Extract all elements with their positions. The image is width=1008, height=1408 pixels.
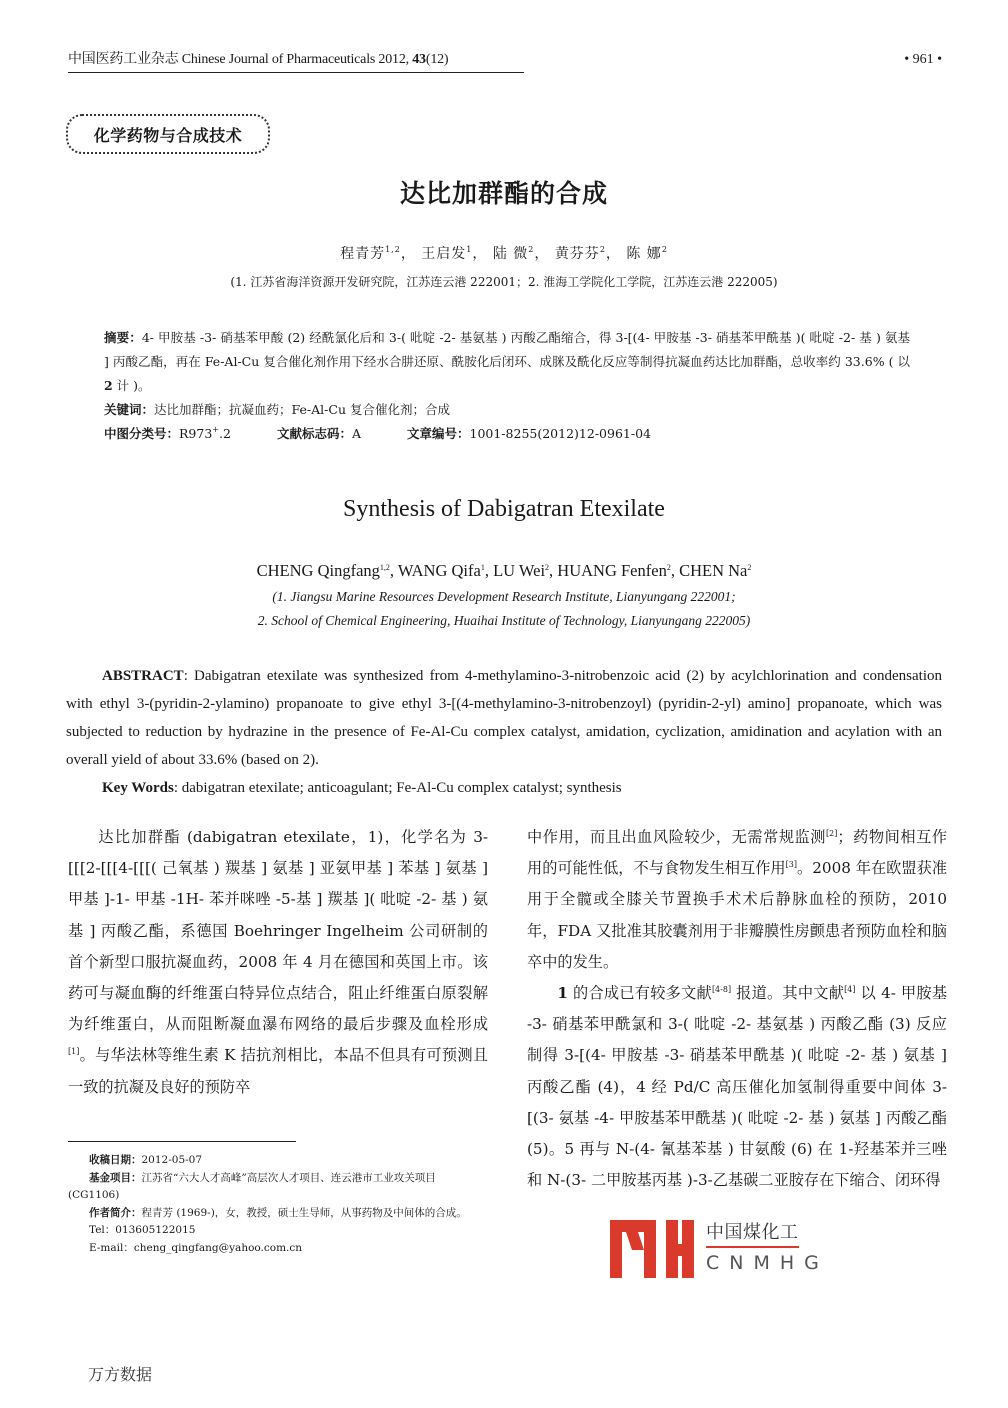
- journal-name-cn: 中国医药工业杂志: [68, 52, 179, 67]
- article-title-cn: 达比加群酯的合成: [399, 179, 608, 208]
- author-bio: 作者简介：程青芳 (1969-)，女，教授，硕士生导师，从事药物及中间体的合成。: [89, 1206, 467, 1219]
- abstract-cn: [104, 326, 910, 446]
- abstract-en: [66, 662, 942, 802]
- author-en: LU Wei$^2$: [493, 561, 550, 580]
- body-paragraph: 达比加群酯 (dabigatran etexilate，1)，化学名为 3-[[[2-[[[4-[[[( 己氧基 ) 羰基 ] 氨基 ] 亚氨甲基 ] 苯基 ] 氨基 ] 甲基 ]-1- 甲基 -1H- 苯并咪唑 -5-基 ] 羰基 ]( 吡啶 -2- 基 ) 氨基 ] 丙酸乙酯，系德国 Boehringer Ingelheim 公司研制的首个新型口服抗凝血药，2008 年 4 月在德国和英国上市。该药可与凝血酶的纤维蛋白特异位点结合，阻止纤维蛋白原裂解为纤维蛋白，从而阻断凝血瀑布网络的最后步骤及血栓形成[1]。与华法林等维生素 K 拮抗剂相比，本品不但具有可预测且一致的抗凝及良好的预防卒: [68, 828, 488, 1096]
- footnotes: [68, 1152, 488, 1257]
- article-title-en: Synthesis of Dabigatran Etexilate: [343, 496, 665, 522]
- author-cn: 黄芬芬$^2$: [554, 245, 606, 262]
- citation[interactable]: [1]: [68, 1047, 80, 1057]
- abstract-cn-body: 摘要：4- 甲胺基 -3- 硝基苯甲酸 (2) 经酰氯化后和 3-( 吡啶 -2- 基氨基 ) 丙酸乙酯缩合，得 3-[(4- 甲胺基 -3- 硝基苯甲酰基 )( 吡啶 -2- 基 ) 氨基 ] 丙酸乙酯，再在 Fe-Al-Cu 复合催化剂作用下经水合肼还原、酰胺化后闭环、成脒及酰化反应等制得抗凝血药达比加群酯，总收率约 33.6% ( 以 2 计 )。: [104, 330, 910, 393]
- fund-project: 基金项目：江苏省“六大人才高峰”高层次人才项目、连云港市工业攻关项目 (CG1106): [68, 1171, 436, 1201]
- watermark-logo: [610, 1220, 829, 1278]
- citation[interactable]: [2]: [826, 829, 838, 838]
- body-column-left: [68, 822, 488, 1103]
- section-badge: [66, 114, 270, 154]
- journal-issue: (12): [425, 52, 449, 67]
- authors-cn: 程青芳$^{1,2}$， 王启发$^1$， 陆 微$^2$， 黄芬芬$^2$， 陈 娜$^2$: [340, 245, 668, 262]
- citation[interactable]: [4]: [844, 985, 856, 995]
- affiliation-en: [0, 585, 1008, 633]
- keywords-en-label: Key Words: [102, 780, 174, 796]
- author-en: CHENG Qingfang$^{1,2}$: [256, 561, 390, 580]
- affiliation-en-line: (1. Jiangsu Marine Resources Development Research Institute, Lianyungang 222001;: [272, 589, 736, 604]
- document-code: 文献标志码：A: [276, 426, 361, 441]
- mh-logo-icon: [610, 1220, 694, 1278]
- author-en: HUANG Fenfen$^2$: [557, 561, 671, 580]
- article-number: 文章编号：1001-8255(2012)12-0961-04: [406, 426, 651, 441]
- running-header: [68, 50, 524, 73]
- body-paragraph: 1 的合成已有较多文献[4-8] 报道。其中文献[4] 以 4- 甲胺基 -3- 硝基苯甲酰氯和 3-( 吡啶 -2- 基氨基 ) 丙酸乙酯 (3) 反应制得 3-[(4- 甲胺基 -3- 硝基苯甲酰基 )( 吡啶 -2- 基 ) 氨基 ] 丙酸乙酯 (4)，4 经 Pd/C 高压催化加氢制得重要中间体 3-[(3- 氨基 -4- 甲胺基苯甲酰基 )( 吡啶 -2- 基 ) 氨基 ] 丙酸乙酯 (5)。5 再与 N-(4- 氰基苯基 ) 甘氨酸 (6) 在 1-羟基苯并三唑和 N-(3- 二甲胺基丙基 )-3-乙基碳二亚胺存在下缩合、闭环得: [527, 984, 948, 1190]
- keywords-cn: 关键词：达比加群酯；抗凝血药；Fe-Al-Cu 复合催化剂；合成: [104, 402, 450, 417]
- keywords-cn-label: 关键词：: [104, 402, 155, 417]
- abstract-en-body: ABSTRACT: Dabigatran etexilate was synthesized from 4-methylamino-3-nitrobenzoic acid (2) by acylchlorination and condensation with ethyl 3-(pyridin-2-ylamino) propanoate to give ethyl 3-[(4-methylamino-3-nitrobenzoyl) (pyridin-2-yl) amino] propanoate, which was subjected to reduction by hydrazine in the presence of Fe-Al-Cu complex catalyst, amidation, cyclization, amidination and acylation with an overall yield of about 33.6% (based on 2).: [66, 668, 942, 768]
- source-footer: 万方数据: [88, 1365, 153, 1384]
- telephone: Tel：013605122015: [89, 1224, 196, 1236]
- classification-row: [104, 422, 910, 446]
- abstract-cn-label: 摘要：: [104, 330, 142, 345]
- author-cn: 陈 娜$^2$: [626, 245, 668, 262]
- abstract-en-label: ABSTRACT: [102, 668, 184, 684]
- keywords-en: Key Words: dabigatran etexilate; anticoagulant; Fe-Al-Cu complex catalyst; synthesis: [102, 780, 622, 796]
- author-cn: 程青芳$^{1,2}$: [340, 245, 401, 262]
- author-cn: 王启发$^1$: [421, 245, 473, 262]
- clc-number: 中图分类号：R973+.2: [104, 425, 231, 441]
- citation[interactable]: [3]: [785, 860, 797, 870]
- email-address[interactable]: E-mail：cheng_qingfang@yahoo.com.cn: [89, 1241, 303, 1254]
- section-badge-label: 化学药物与合成技术: [93, 125, 243, 145]
- affiliation-en-line: 2. School of Chemical Engineering, Huaihai Institute of Technology, Lianyungang 222005): [257, 613, 751, 628]
- journal-name-en: Chinese Journal of Pharmaceuticals 2012,: [181, 52, 409, 67]
- page-number: • 961 •: [904, 52, 942, 67]
- footnote-divider: [68, 1141, 296, 1142]
- author-en: WANG Qifa$^1$: [397, 561, 485, 580]
- watermark-name-cn: 中国煤化工: [706, 1220, 799, 1248]
- body-column-right: [527, 822, 947, 1196]
- body-paragraph: 中作用，而且出血风险较少，无需常规监测[2]；药物间相互作用的可能性低，不与食物发生相互作用[3]。2008 年在欧盟获准用于全髋或全膝关节置换手术术后静脉血栓的预防，2010 年，FDA 又批准其胶囊剂用于非瓣膜性房颤患者预防血栓和脑卒中的发生。: [527, 828, 948, 971]
- received-date: 收稿日期：2012-05-07: [89, 1154, 203, 1166]
- author-cn: 陆 微$^2$: [492, 245, 535, 262]
- author-en: CHEN Na$^2$: [679, 561, 752, 580]
- journal-volume: 43: [412, 52, 426, 67]
- affiliation-cn: (1. 江苏省海洋资源开发研究院，江苏连云港 222001；2. 淮海工学院化工学院，江苏连云港 222005): [230, 275, 778, 289]
- authors-en: CHENG Qingfang$^{1,2}$, WANG Qifa$^1$, LU Wei$^2$, HUANG Fenfen$^2$, CHEN Na$^2$: [256, 561, 752, 580]
- citation[interactable]: [4-8]: [711, 985, 732, 995]
- watermark-name-en: CNMHG: [706, 1252, 829, 1274]
